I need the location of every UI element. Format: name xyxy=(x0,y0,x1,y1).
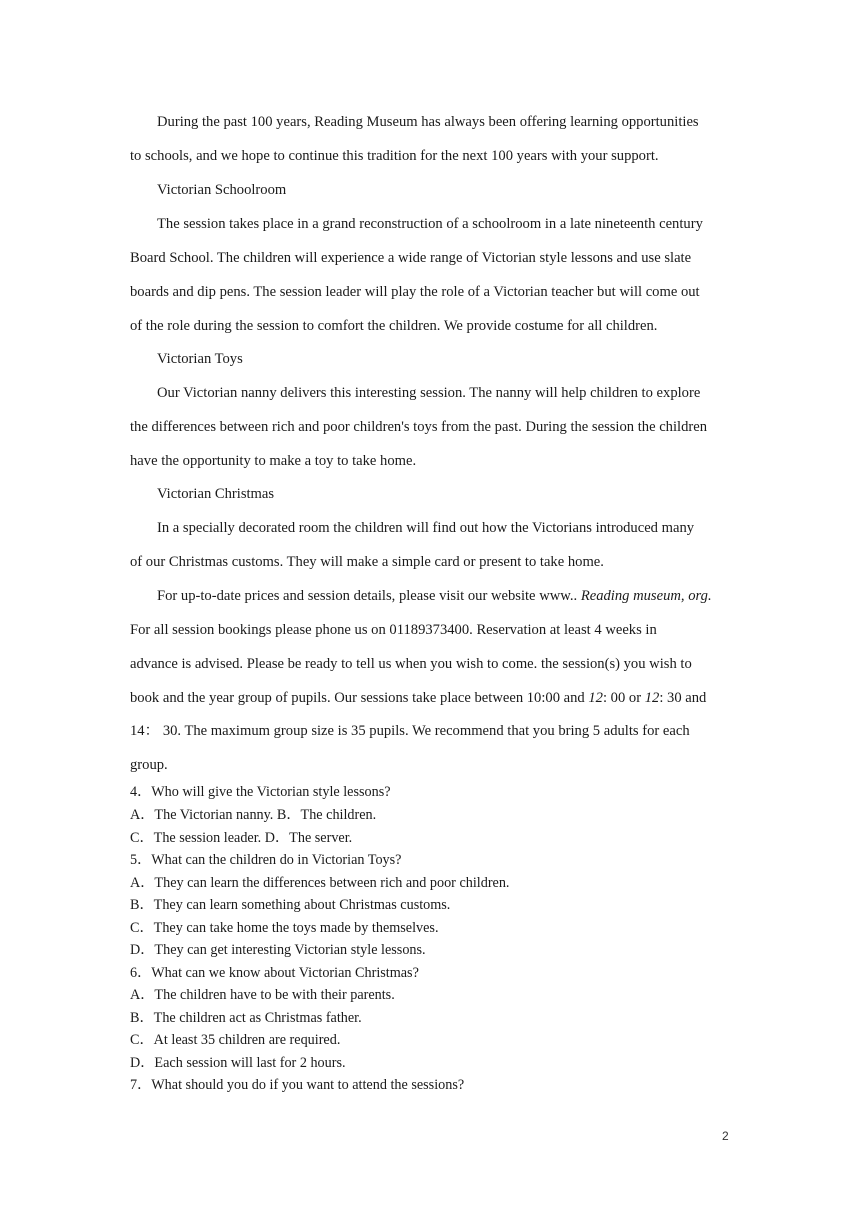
section-heading-schoolroom: Victorian Schoolroom xyxy=(157,182,287,198)
question-6-option-d: D．Each session will last for 2 hours. xyxy=(130,1055,346,1071)
paragraph-line: of our Christmas customs. They will make a simple card or present to take home. xyxy=(130,554,604,570)
paragraph-line: of the role during the session to comfort the children. We provide costume for all children. xyxy=(130,318,658,334)
question-7: 7．What should you do if you want to attend the sessions? xyxy=(130,1077,465,1093)
time-hour: 12 xyxy=(644,690,660,706)
paragraph-line xyxy=(130,689,706,707)
question-5-option-c: C．They can take home the toys made by themselves. xyxy=(130,920,439,936)
paragraph-line: In a specially decorated room the children will find out how the Victorians introduced many xyxy=(157,520,695,536)
paragraph-line: group. xyxy=(130,757,168,773)
question-4: 4．Who will give the Victorian style lessons? xyxy=(130,784,391,800)
section-heading-toys: Victorian Toys xyxy=(157,351,243,367)
question-5-option-b: B．They can learn something about Christmas customs. xyxy=(130,897,451,913)
paragraph-line: have the opportunity to make a toy to take home. xyxy=(130,453,417,469)
page-number: 2 xyxy=(722,1129,729,1143)
paragraph-line: Board School. The children will experience a wide range of Victorian style lessons and use slate xyxy=(130,250,692,266)
paragraph-line: For all session bookings please phone us on 01189373400. Reservation at least 4 weeks in xyxy=(130,622,657,638)
question-4-options-ab: A．The Victorian nanny. B．The children. xyxy=(130,807,377,823)
paragraph-line: Our Victorian nanny delivers this interesting session. The nanny will help children to explore xyxy=(157,385,701,401)
section-heading-christmas: Victorian Christmas xyxy=(157,486,275,502)
paragraph-line: the differences between rich and poor children's toys from the past. During the session the children xyxy=(130,419,708,435)
website-address: Reading museum, org. xyxy=(580,588,712,604)
paragraph-line: During the past 100 years, Reading Museum has always been offering learning opportunities xyxy=(157,114,699,130)
question-5-option-a: A．They can learn the differences between rich and poor children. xyxy=(130,875,510,891)
paragraph-line xyxy=(157,587,712,605)
paragraph-line: to schools, and we hope to continue this tradition for the next 100 years with your support. xyxy=(130,148,659,164)
session-times-text: book and the year group of pupils. Our sessions take place between 10:00 and xyxy=(130,690,589,706)
question-4-options-cd: C．The session leader. D．The server. xyxy=(130,830,353,846)
paragraph-line: advance is advised. Please be ready to tell us when you wish to come. the session(s) you wish to xyxy=(130,656,692,672)
question-6-option-b: B．The children act as Christmas father. xyxy=(130,1010,362,1026)
question-6-option-a: A．The children have to be with their parents. xyxy=(130,987,395,1003)
time-text: : 00 or xyxy=(602,690,645,706)
time-text: : 30 and xyxy=(659,690,707,706)
paragraph-line: 14： 30. The maximum group size is 35 pupils. We recommend that you bring 5 adults for each xyxy=(130,723,690,739)
question-6-option-c: C．At least 35 children are required. xyxy=(130,1032,341,1048)
paragraph-line: boards and dip pens. The session leader will play the role of a Victorian teacher but will come out xyxy=(130,284,700,300)
question-5-option-d: D．They can get interesting Victorian style lessons. xyxy=(130,942,426,958)
time-hour: 12 xyxy=(588,690,603,706)
question-6: 6．What can we know about Victorian Christmas? xyxy=(130,965,419,981)
website-text: For up-to-date prices and session details, please visit our website www.. xyxy=(157,588,581,604)
paragraph-line: The session takes place in a grand reconstruction of a schoolroom in a late nineteenth century xyxy=(157,216,703,232)
question-5: 5．What can the children do in Victorian Toys? xyxy=(130,852,402,868)
